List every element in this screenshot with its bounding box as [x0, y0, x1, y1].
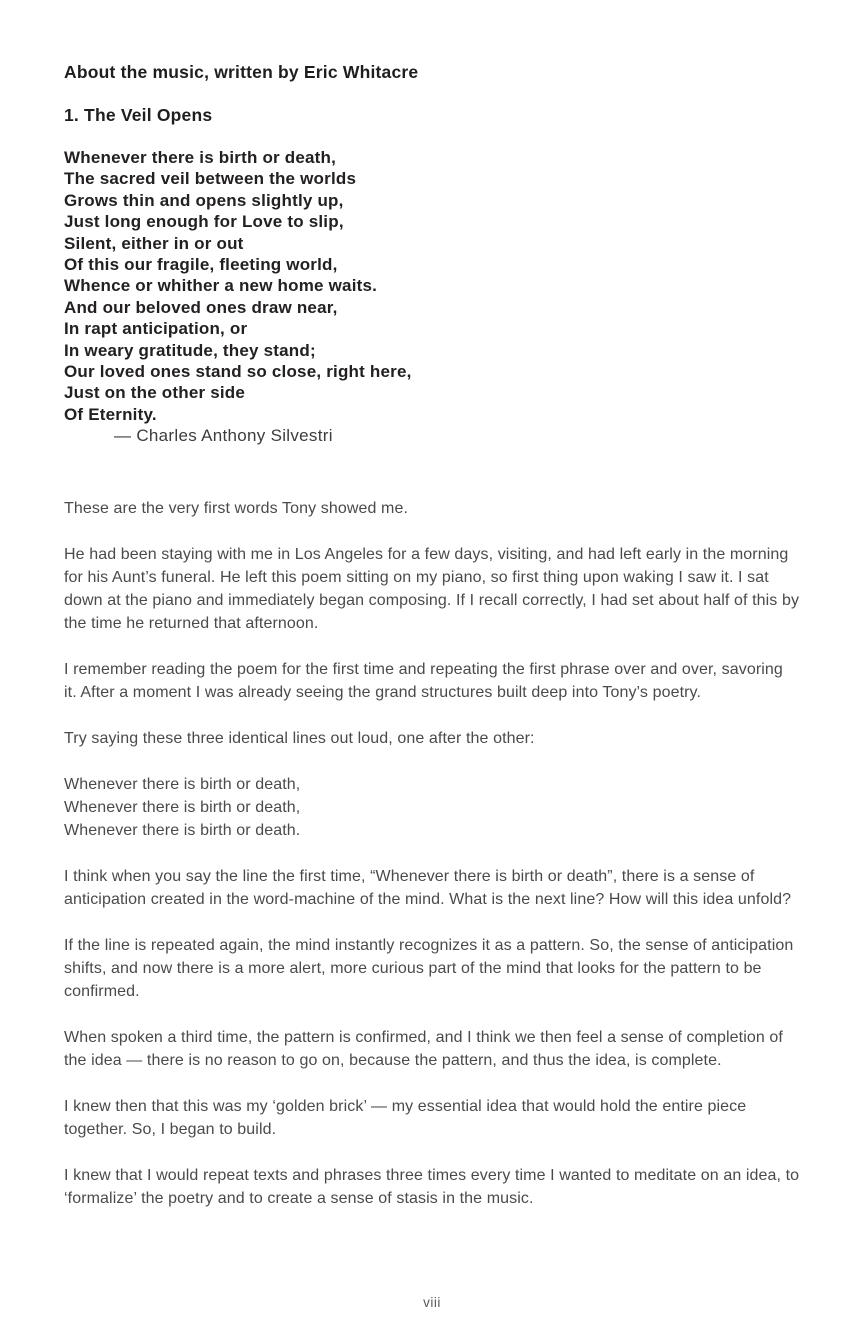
poem-line: Just on the other side [64, 383, 246, 403]
poem-line: Just long enough for Love to slip, [64, 212, 344, 232]
paragraph: These are the very first words Tony showed me. [64, 499, 409, 517]
verse-line: Whenever there is birth or death. [64, 821, 301, 839]
poem-line: Whence or whither a new home waits. [64, 276, 378, 296]
poem-line: Our loved ones stand so close, right here, [64, 362, 412, 382]
paragraph: He had been staying with me in Los Angeles for a few days, visiting, and had left early in the morning for his Aunt’s funeral. He left this poem sitting on my piano, so first thing upon waking I saw it. I sat down at the piano and immediately began composing. If I recall correctly, I had set about half of this by the time he returned that afternoon. [64, 545, 800, 632]
poem-line: The sacred veil between the worlds [64, 169, 357, 189]
paragraph: I knew that I would repeat texts and phrases three times every time I wanted to meditate on an idea, to ‘formalize’ the poetry and to create a sense of stasis in the music. [64, 1166, 800, 1207]
poem-line: Of this our fragile, fleeting world, [64, 255, 338, 275]
poem-line: In weary gratitude, they stand; [64, 340, 316, 360]
paragraph: I remember reading the poem for the first time and repeating the first phrase over and over, savoring it. After a moment I was already seeing the grand structures built deep into Tony’s poetry. [64, 660, 783, 701]
page-title: About the music, written by Eric Whitacre [64, 62, 419, 82]
paragraph: If the line is repeated again, the mind instantly recognizes it as a pattern. So, the sense of anticipation shifts, and now there is a more alert, more curious part of the mind that looks for the pattern to be confirmed. [64, 936, 794, 1000]
poem-line: Grows thin and opens slightly up, [64, 190, 344, 210]
poem-line: In rapt anticipation, or [64, 319, 248, 339]
section-heading-movement-1: 1. The Veil Opens [64, 105, 213, 125]
poem-block [64, 147, 800, 425]
poem-attribution: — Charles Anthony Silvestri [114, 426, 333, 446]
poem-line: And our beloved ones draw near, [64, 297, 338, 317]
paragraph: Try saying these three identical lines out loud, one after the other: [64, 729, 535, 747]
paragraph: I think when you say the line the first time, “Whenever there is birth or death”, there is a sense of anticipation created in the word-machine of the mind. What is the next line? How will this idea unfold? [64, 867, 792, 908]
paragraph: When spoken a third time, the pattern is confirmed, and I think we then feel a sense of completion of the idea — there is no reason to go on, because the pattern, and thus the idea, is complete. [64, 1028, 783, 1069]
body-text [64, 497, 800, 1210]
verse-line: Whenever there is birth or death, [64, 798, 301, 816]
repeated-lines-block [64, 773, 800, 842]
poem-line: Whenever there is birth or death, [64, 148, 337, 167]
poem-line: Of Eternity. [64, 404, 157, 424]
paragraph: I knew then that this was my ‘golden brick’ — my essential idea that would hold the entire piece together. So, I began to build. [64, 1097, 747, 1138]
poem-line: Silent, either in or out [64, 233, 244, 253]
page-number: viii [423, 1295, 441, 1310]
verse-line: Whenever there is birth or death, [64, 775, 301, 793]
